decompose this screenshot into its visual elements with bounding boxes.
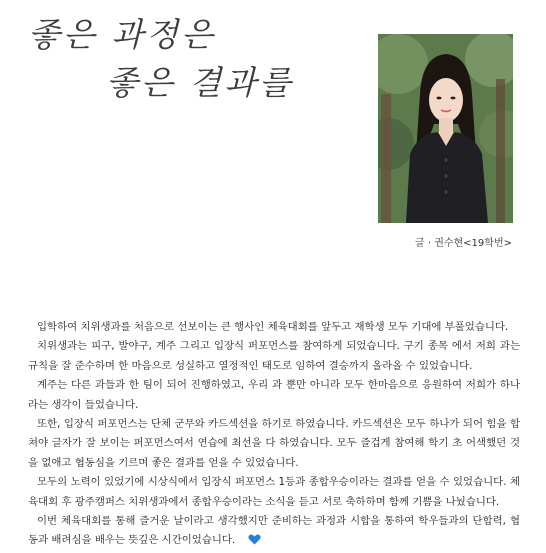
paragraph: 모두의 노력이 있었기에 시상식에서 입장식 퍼포먼스 1등과 종합우승이라는 결과를 얻을 수 있었습니다. 체육대회 후 광주캠퍼스 치위생과에서 종합우승이라는 소식을 듣고 서로 축하하며 함께 기쁨을 나눴습니다.	[28, 476, 520, 508]
title-line-2: 좋은 결과를	[106, 63, 294, 102]
author-portrait-photo	[378, 34, 513, 223]
article-title	[28, 16, 348, 126]
paragraph-last-text: 이번 체육대회를 통해 즐거운 날이라고 생각했지만 준비하는 과정과 시합을 통하여 학우들과의 단합력, 협동과 배려심을 배우는 뜻깊은 시간이었습니다.	[28, 515, 520, 547]
paragraph: 또한, 입장식 퍼포먼스는 단체 군무와 카드섹션을 하기로 하였습니다. 카드섹션은 모두 하나가 되어 힘을 합쳐야 글자가 잘 보이는 퍼포먼스여서 연습에 최선을 다 하였습니다. 모두 즐겁게 참여해 학기 초 어색했던 것을 없애고 협동심을 기르며 좋은 결과를 얻을 수 있었습니다.	[28, 418, 520, 469]
paragraph: 계주는 다른 과들과 한 팀이 되어 진행하였고, 우리 과 뿐만 아니라 모두 한마음으로 응원하여 저희가 하나라는 생각이 들었습니다.	[28, 379, 520, 411]
article-body	[28, 318, 520, 553]
heart-icon	[239, 533, 261, 552]
paragraph-last	[28, 512, 520, 553]
author-credit: 글 · 권수현<19학번>	[415, 238, 512, 249]
title-line-1: 좋은 과정은	[28, 15, 216, 54]
paragraph: 치위생과는 피구, 발야구, 계주 그리고 입장식 퍼포먼스를 참여하게 되었습니다. 구기 종목 에서 저희 과는 규칙을 잘 준수하며 한 마음으로 성실하고 열정적인 태도로 임하여 결승까지 올라올 수 있었습니다.	[28, 340, 520, 372]
paragraph: 입학하여 치위생과를 처음으로 선보이는 큰 행사인 체육대회를 앞두고 재학생 모두 기대에 부풀었습니다.	[37, 321, 509, 333]
